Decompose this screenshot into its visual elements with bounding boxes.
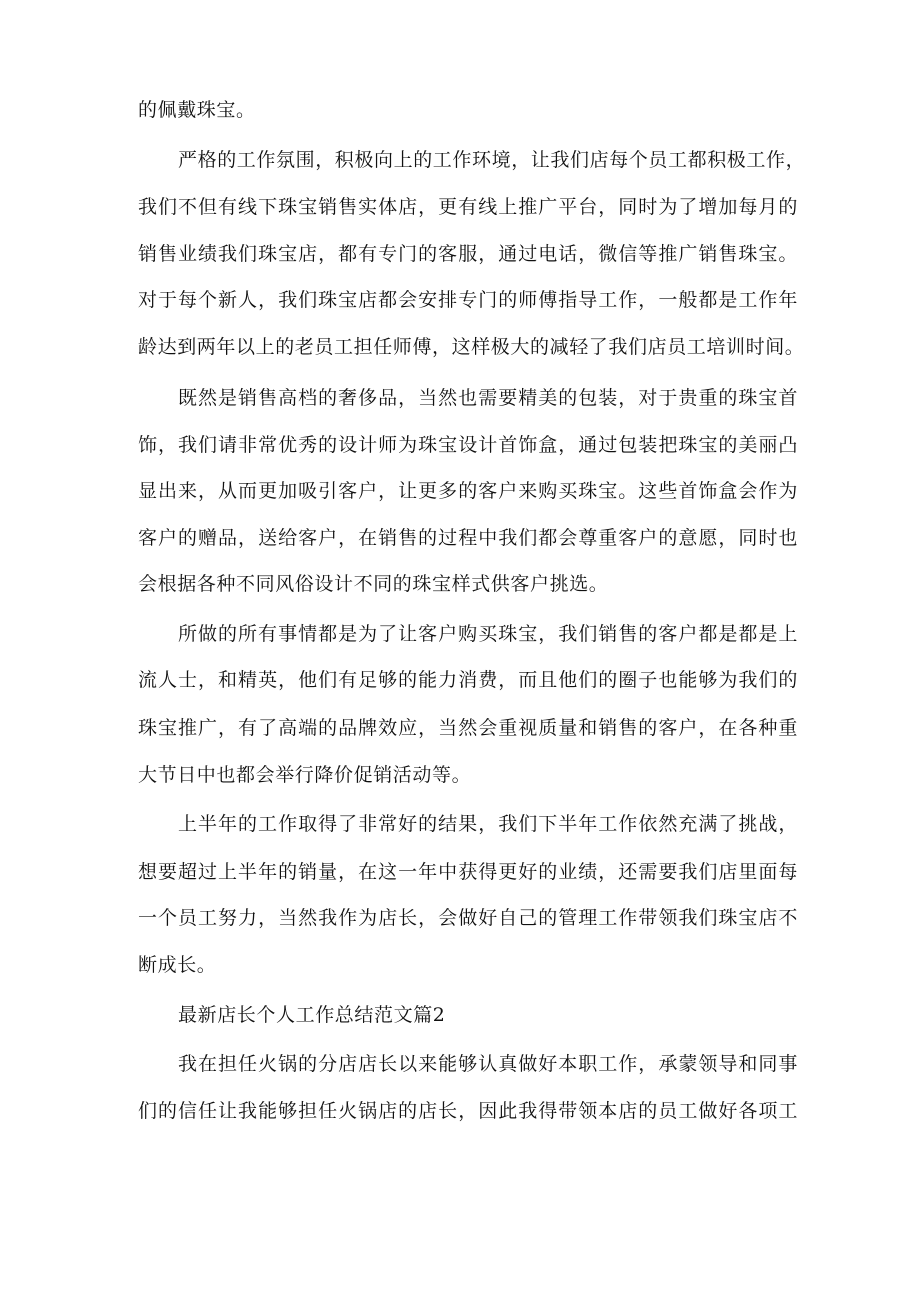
text-line: 想要超过上半年的销量，在这一年中获得更好的业绩，还需要我们店里面每 bbox=[138, 861, 798, 883]
text-line: 饰，我们请非常优秀的设计师为珠宝设计首饰盒，通过包装把珠宝的美丽凸 bbox=[138, 434, 798, 456]
text-line: 的佩戴珠宝。 bbox=[138, 99, 256, 121]
paragraph-start-line: 我在担任火锅的分店店长以来能够认真做好本职工作，承蒙领导和同事 bbox=[178, 1053, 798, 1075]
text-line: 龄达到两年以上的老员工担任师傅，这样极大的减轻了我们店员工培训时间。 bbox=[138, 336, 805, 358]
text-line: 我们不但有线下珠宝销售实体店，更有线上推广平台，同时为了增加每月的 bbox=[138, 196, 798, 218]
text-line: 对于每个新人，我们珠宝店都会安排专门的师傅指导工作，一般都是工作年 bbox=[138, 289, 798, 311]
text-line: 断成长。 bbox=[138, 954, 217, 976]
text-line: 一个员工努力，当然我作为店长，会做好自己的管理工作带领我们珠宝店不 bbox=[138, 907, 798, 929]
text-line: 珠宝推广，有了高端的品牌效应，当然会重视质量和销售的客户，在各种重 bbox=[138, 717, 798, 739]
paragraph-start-line: 上半年的工作取得了非常好的结果，我们下半年工作依然充满了挑战， bbox=[178, 813, 798, 835]
text-line: 流人士，和精英，他们有足够的能力消费，而且他们的圈子也能够为我们的 bbox=[138, 669, 798, 691]
text-line: 客户的赠品，送给客户，在销售的过程中我们都会尊重客户的意愿，同时也 bbox=[138, 527, 798, 549]
section-heading: 最新店长个人工作总结范文篇2 bbox=[178, 1004, 446, 1026]
paragraph-start-line: 既然是销售高档的奢侈品，当然也需要精美的包装，对于贵重的珠宝首 bbox=[178, 387, 798, 409]
text-line: 显出来，从而更加吸引客户，让更多的客户来购买珠宝。这些首饰盒会作为 bbox=[138, 480, 798, 502]
text-line: 销售业绩我们珠宝店，都有专门的客服，通过电话，微信等推广销售珠宝。 bbox=[138, 243, 798, 265]
text-line: 会根据各种不同风俗设计不同的珠宝样式供客户挑选。 bbox=[138, 573, 609, 595]
paragraph-start-line: 严格的工作氛围，积极向上的工作环境，让我们店每个员工都积极工作， bbox=[178, 149, 806, 171]
text-line: 们的信任让我能够担任火锅店的店长，因此我得带领本店的员工做好各项工 bbox=[138, 1100, 798, 1122]
paragraph-start-line: 所做的所有事情都是为了让客户购买珠宝，我们销售的客户都是都是上 bbox=[178, 623, 798, 645]
text-line: 大节日中也都会举行降价促销活动等。 bbox=[138, 764, 472, 786]
